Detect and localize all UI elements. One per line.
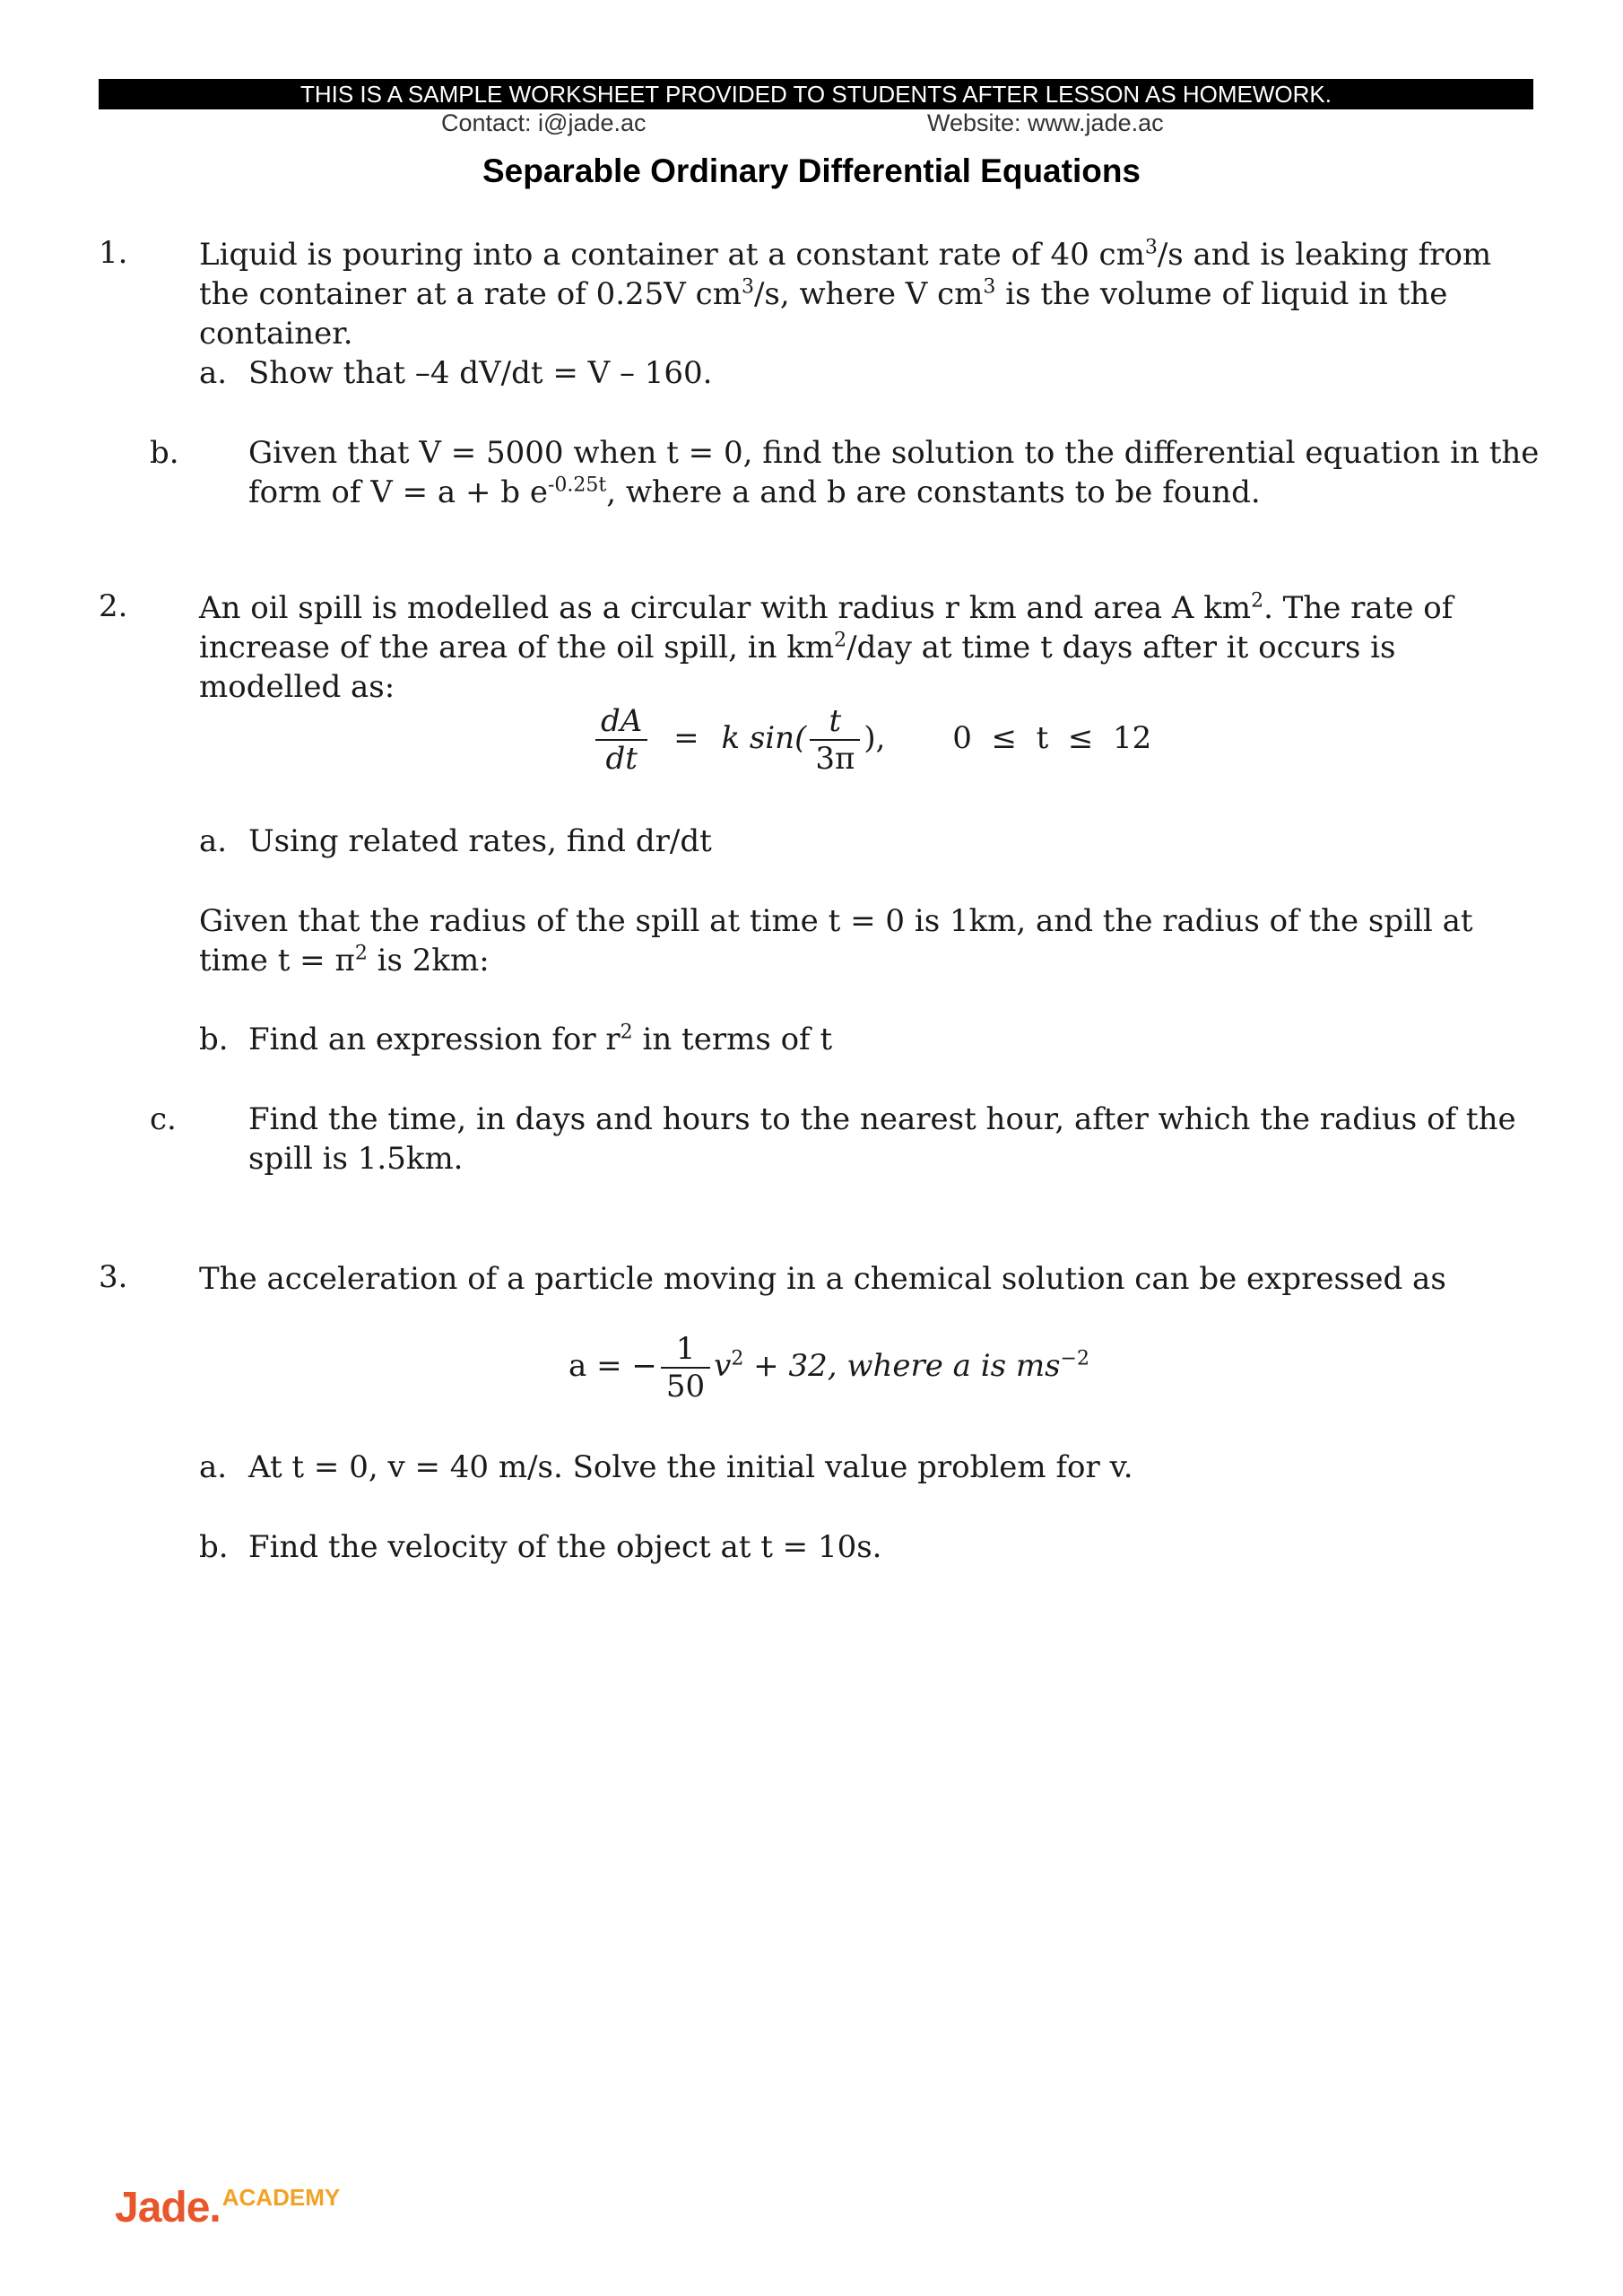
- header-banner: THIS IS A SAMPLE WORKSHEET PROVIDED TO STUDENTS AFTER LESSON AS HOMEWORK.: [99, 79, 1533, 109]
- question-2-number: 2.: [99, 588, 128, 624]
- question-3-equation: a = − $\frac{1}{50}$ $v^2 + 32$, where a is $ms^{-2}$: [568, 1331, 1089, 1405]
- sine-argument-fraction: $\frac{t}{3\pi}$: [810, 703, 860, 777]
- coefficient-fraction: $\frac{1}{50}$: [661, 1331, 710, 1405]
- website-url: Website: www.jade.ac: [927, 109, 1164, 136]
- worksheet-title: Separable Ordinary Differential Equations: [482, 152, 1141, 189]
- question-2a: a. Using related rates, find dr/dt: [199, 823, 712, 859]
- derivative-fraction: $\frac{dA}{dt}$: [595, 703, 647, 777]
- question-2-equation: $\frac{dA}{dt}$ = k sin( $\frac{t}{3\pi}$ ), 0 ≤ t ≤ 12: [592, 703, 1151, 777]
- question-2b: b. Find an expression for $r^2$ in terms of t: [199, 1021, 833, 1057]
- domain-constraint: 0 ≤ t ≤ 12: [952, 720, 1152, 756]
- question-1a: a. Show that –4 dV/dt = V – 160.: [199, 355, 713, 391]
- contact-email: Contact: i@jade.ac: [441, 109, 647, 136]
- jade-academy-logo: Jade.ACADEMY: [115, 2184, 341, 2231]
- question-1-number: 1.: [99, 235, 128, 271]
- question-2-stem: An oil spill is modelled as a circular with radius r km and area A $km^2$. The rate of increase of the area of the oil spill, in $km^2$/day at time t days after it occurs is modelled as:: [199, 589, 1454, 705]
- question-1-stem: Liquid is pouring into a container at a constant rate of 40 $cm^3/s$ and is leaking from the container at a rate of 0.25V $cm^3/s$, where V $cm^3$ is the volume of liquid in the container.: [199, 236, 1492, 352]
- question-1b: b. Given that V = 5000 when t = 0, find the solution to the differential equation in the form of V = a + b $e^{-0.25t}$, where a and b are constants to be found.: [150, 435, 1540, 510]
- question-3a: a. At t = 0, v = 40 m/s. Solve the initial value problem for v.: [199, 1449, 1133, 1485]
- question-2c: c. Find the time, in days and hours to the nearest hour, after which the radius of the spill is 1.5km.: [150, 1101, 1516, 1177]
- question-3b: b. Find the velocity of the object at t = 10s.: [199, 1529, 882, 1565]
- question-3-stem: The acceleration of a particle moving in a chemical solution can be expressed as: [199, 1261, 1446, 1297]
- question-3-number: 3.: [99, 1259, 128, 1295]
- question-2-given: Given that the radius of the spill at time t = 0 is 1km, and the radius of the spill at time $t = \pi^2$ is 2km:: [199, 903, 1473, 978]
